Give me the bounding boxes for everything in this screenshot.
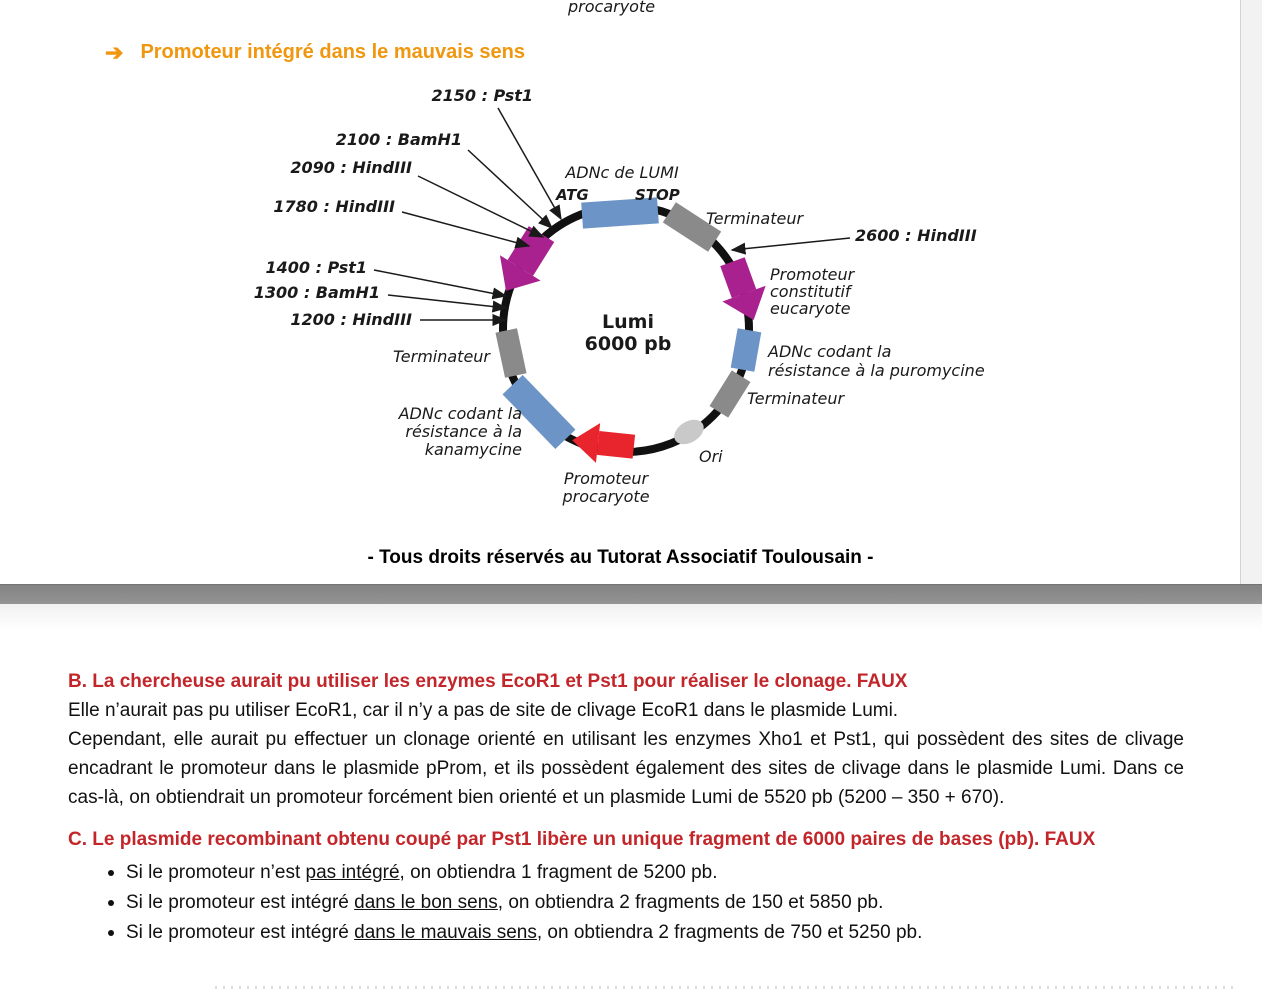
orange-arrow-icon: ➔: [105, 39, 124, 65]
clipped-figure-label: procaryote: [568, 0, 656, 16]
bullet-text: Si le promoteur n’est: [126, 862, 306, 883]
terminator-left-segment: [495, 328, 526, 378]
promoter-eucaryote-label-2: constitutif: [770, 282, 851, 301]
kanamycine-label-2: résistance à la: [405, 422, 522, 441]
section-b-heading: B. La chercheuse aurait pu utiliser les enzymes EcoR1 et Pst1 pour réaliser le clonage. FAUX: [68, 671, 908, 692]
plasmid-size: 6000 pb: [584, 333, 672, 355]
bullet-underlined-text: dans le bon sens: [354, 892, 498, 913]
promoter-eucaryote-label-1: Promoteur: [770, 265, 855, 284]
bullet-text: , on obtiendra 2 fragments de 150 et 5850 pb.: [497, 892, 884, 913]
list-item: [126, 858, 1184, 888]
site-label-2600: 2600 : HindIII: [855, 226, 977, 245]
bullet-text: , on obtiendra 2 fragments de 750 et 5250 pb.: [536, 922, 923, 943]
list-item: [126, 918, 1184, 948]
terminator-left-label: Terminateur: [392, 347, 490, 366]
terminator-right-label: Terminateur: [747, 389, 845, 408]
next-line-clipped-text: [215, 986, 1235, 989]
bullet-text: Si le promoteur est intégré: [126, 922, 355, 943]
kanamycine-label-1: ADNc codant la: [398, 404, 522, 423]
section-b-line1: Elle n’aurait pas pu utiliser EcoR1, car il n’y a pas de site de clivage EcoR1 dans le plasmide Lumi.: [68, 700, 899, 721]
plasmid-diagram: [0, 70, 1262, 520]
ori-label: Ori: [699, 447, 723, 466]
site-label-2090: 2090 : HindIII: [290, 158, 412, 177]
puromycine-label-1: ADNc codant la: [768, 342, 892, 361]
bullet-underlined-text: dans le mauvais sens: [354, 922, 537, 943]
bullet-text: Si le promoteur est intégré: [126, 892, 355, 913]
section-c-bullet-list: [68, 858, 1184, 948]
answer-section: [68, 668, 1184, 948]
site-label-1300: 1300 : BamH1: [253, 283, 380, 302]
site-label-1780: 1780 : HindIII: [273, 197, 395, 216]
stop-label: STOP: [635, 186, 680, 204]
copyright-line: - Tous droits réservés au Tutorat Associatif Toulousain -: [367, 547, 874, 568]
puromycine-label-2: résistance à la puromycine: [768, 361, 985, 380]
section-c: [68, 826, 1184, 948]
atg-label: ATG: [556, 186, 589, 204]
site-label-1400: 1400 : Pst1: [265, 258, 367, 277]
kanamycine-label-3: kanamycine: [424, 440, 522, 459]
section-c-heading: C. Le plasmide recombinant obtenu coupé par Pst1 libère un unique fragment de 6000 paires de bases (pb). FAUX: [68, 829, 1096, 850]
promoter-procaryote-arrow: [570, 420, 636, 466]
promoter-procaryote-label-2: procaryote: [562, 487, 650, 506]
adnc-puromycine-segment: [731, 328, 762, 372]
orange-heading: [105, 41, 525, 64]
list-item: [126, 888, 1184, 918]
section-b-paragraph: Cependant, elle aurait pu effectuer un clonage orienté en utilisant les enzymes Xho1 et Pst1, qui possèdent des sites de clivage encadrant le promoteur dans le plasmide pProm, et ils possèdent également des sites de clivage dans le plasmide Lumi. Dans ce cas-là, on obtiendrait un promoteur forcément bien orienté et un plasmide Lumi de 5520 pb (5200 – 350 + 670).: [68, 729, 1184, 808]
plasmid-name: Lumi: [602, 311, 654, 333]
orange-heading-text: Promoteur intégré dans le mauvais sens: [140, 41, 526, 63]
bullet-text: , on obtiendra 1 fragment de 5200 pb.: [399, 862, 718, 883]
bullet-underlined-text: pas intégré: [305, 862, 400, 883]
site-label-1200: 1200 : HindIII: [290, 310, 412, 329]
page-break-divider: [0, 584, 1262, 604]
promoter-eucaryote-label-3: eucaryote: [770, 299, 851, 318]
promoter-procaryote-label-1: Promoteur: [563, 469, 649, 488]
site-label-2100: 2100 : BamH1: [335, 130, 462, 149]
terminator-top-label: Terminateur: [706, 209, 804, 228]
site-label-2150: 2150 : Pst1: [431, 86, 533, 105]
adnc-lumi-label: ADNc de LUMI: [565, 163, 679, 182]
promoter-eucaryote-arrow: [711, 254, 775, 328]
page-break-shadow: [0, 604, 1262, 630]
